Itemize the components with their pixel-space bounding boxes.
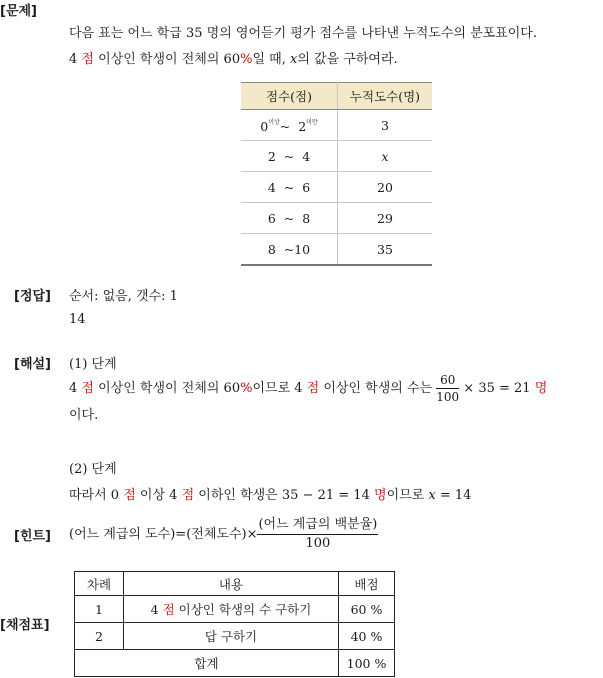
scoring-content: 4 점 이상인 학생의 수 구하기	[124, 596, 339, 623]
freq-header-score: 점수(점)	[241, 83, 338, 110]
explanation-line-2: 따라서 0 점 이상 4 점 이하인 학생은 35 − 21 = 14 명이므로 x = 14	[69, 488, 472, 503]
problem-text-2: 일 때,	[252, 52, 286, 67]
table-row	[75, 650, 395, 677]
table-row	[241, 172, 432, 203]
problem-number: 4	[69, 52, 78, 67]
cumulative-value: 35	[338, 234, 433, 266]
scoring-header-order: 차례	[75, 572, 124, 596]
cumulative-value: x	[338, 141, 433, 172]
problem-text: 이상인 학생이 전체의 60	[98, 52, 241, 67]
explanation-label: [해설]	[14, 357, 51, 372]
table-row	[241, 141, 432, 172]
table-row	[75, 596, 395, 623]
cumulative-value: 20	[338, 172, 433, 203]
problem-line-2	[69, 48, 398, 67]
scoring-order: 2	[75, 623, 124, 650]
hint-label: [힌트]	[14, 529, 51, 544]
scoring-content: 답 구하기	[124, 623, 339, 650]
scoring-score: 60 %	[339, 596, 395, 623]
scoring-total-label: 합계	[75, 650, 339, 677]
scoring-total-score: 100 %	[339, 650, 395, 677]
table-row	[241, 234, 432, 266]
scoring-table	[74, 571, 395, 677]
hint-formula: (어느 계급의 도수)=(전체도수)× $\frac{\text{(어느 계급의 백분율)}}{100}$	[69, 517, 378, 551]
score-range: 8 ~10	[241, 234, 338, 266]
explanation-step-2: (2) 단계	[69, 462, 117, 477]
scoring-header-score: 배점	[339, 572, 395, 596]
table-row	[75, 623, 395, 650]
problem-label: [문제]	[0, 4, 37, 19]
scoring-header-content: 내용	[124, 572, 339, 596]
problem-text-end: 의 값을 구하여라.	[297, 52, 398, 67]
problem-variable: x	[289, 52, 298, 67]
scoring-score: 40 %	[339, 623, 395, 650]
explanation-line-1-end: 이다.	[69, 408, 99, 423]
explanation-line-1: 4 점 이상인 학생이 전체의 60%이므로 4 점 이상인 학생의 수는 $\frac{60}{100}$ × 35 = 21 명	[69, 373, 548, 404]
answer-line-1: 순서: 없음, 갯수: 1	[69, 289, 178, 304]
score-range: 2 ~ 4	[241, 141, 338, 172]
hint-fraction: $\frac{\text{(어느 계급의 백분율)}}{100}$	[258, 517, 378, 551]
fraction-60-over-100: $\frac{60}{100}$	[436, 373, 460, 404]
freq-header-cumulative: 누적도수(명)	[338, 83, 433, 110]
scoring-order: 1	[75, 596, 124, 623]
answer-label: [정답]	[14, 289, 51, 304]
score-range: $0^{이상}\sim$ $2^{미만}$	[241, 110, 338, 141]
scoring-label: [채점표]	[0, 618, 50, 633]
explanation-step-1: (1) 단계	[69, 357, 117, 372]
table-row	[241, 110, 432, 141]
frequency-table	[241, 82, 432, 266]
score-range: 6 ~ 8	[241, 203, 338, 234]
table-row	[241, 203, 432, 234]
cumulative-value: 29	[338, 203, 433, 234]
problem-unit-point: 점	[81, 52, 94, 67]
cumulative-value: 3	[338, 110, 433, 141]
problem-line-1: 다음 표는 어느 학급 35 명의 영어듣기 평가 점수를 나타낸 누적도수의 분포표이다.	[69, 26, 537, 41]
problem-percent: %	[240, 52, 253, 67]
score-range: 4 ~ 6	[241, 172, 338, 203]
answer-line-2: 14	[69, 312, 86, 327]
